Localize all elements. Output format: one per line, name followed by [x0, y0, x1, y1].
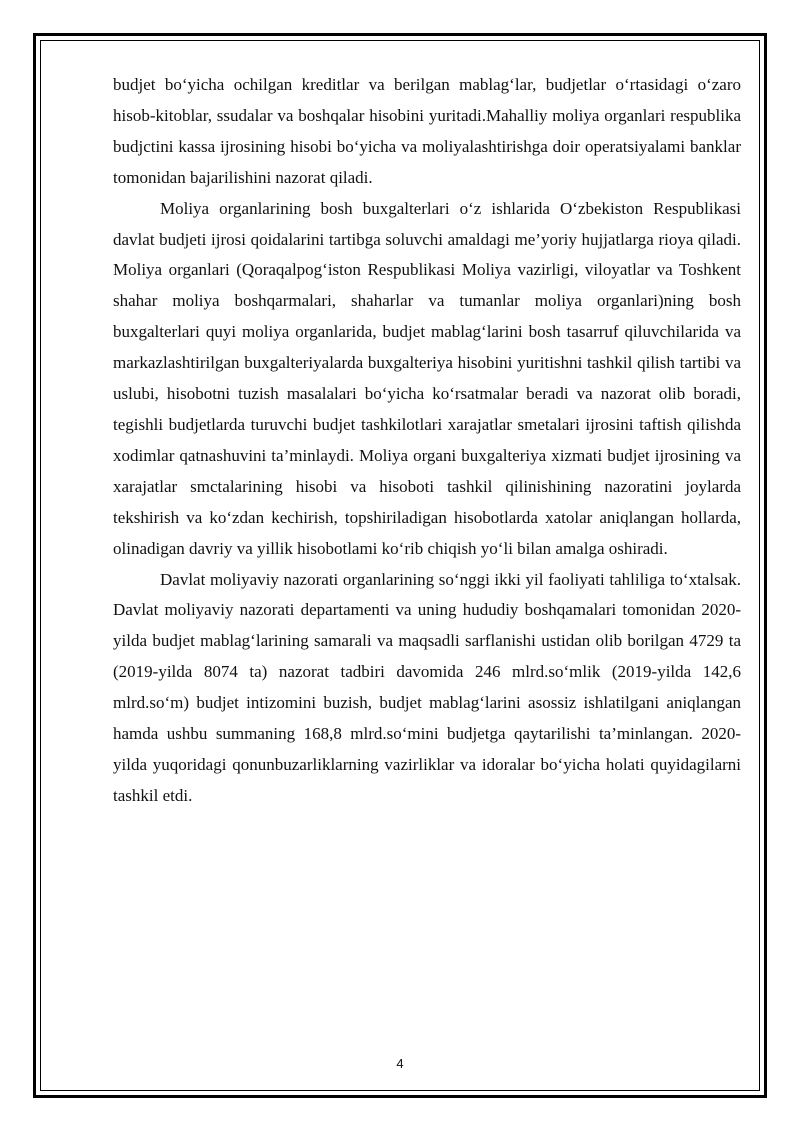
page-number: 4 — [396, 1056, 404, 1071]
paragraph-3: Davlat moliyaviy nazorati organlarining so‘nggi ikki yil faoliyati tahliliga to‘xtalsak. Davlat moliyaviy nazorati departamenti va uning hududiy boshqamalari tomonidan 2020- yilda budjet mablag‘larining samarali va maqsadli sarflanishi ustidan olib borilgan 4729 ta (2019-yilda 8074 ta) nazorat tadbiri davomida 246 mlrd.so‘mlik (2019-yilda 142,6 mlrd.so‘m) budjet intizomini buzish, budjet mablag‘larini asossiz ishlatilgani aniqlangan hamda ushbu summaning 168,8 mlrd.so‘mini budjetga qaytarilishi ta’minlangan. 2020- yilda yuqoridagi qonunbuzarliklarning vazirliklar va idoralar bo‘yicha holati quyidagilarni tashkil etdi. — [113, 569, 741, 805]
paragraph-2: Moliya organlarining bosh buxgalterlari o‘z ishlarida O‘zbekiston Respublikasi davlat budjeti ijrosi qoidalarini tartibga soluvchi amaldagi me’yoriy hujjatlarga rioya qiladi. Moliya organlari (Qoraqalpog‘iston Respublikasi Moliya vazirligi, viloyatlar va Toshkent shahar moliya boshqarmalari, shaharlar va tumanlar moliya organlari)ning bosh buxgalterlari quyi moliya organlarida, budjet mablag‘larini bosh tasarruf qiluvchilarida va markazlashtirilgan buxgalteriyalarda buxgalteriya hisobini yuritishni tashkil qilish tartibi va uslubi, hisobotni tuzish masalalari bo‘yicha ko‘rsatmalar beradi va nazorat olib boradi, tegishli budjetlarda turuvchi budjet tashkilotlari xarajatlar smetalari ijrosini taftish qilishda xodimlar qatnashuvini ta’minlaydi. Moliya organi buxgalteriya xizmati budjet ijrosining va xarajatlar smctalarining hisobi va hisoboti tashkil qilinishining nazoratini joylarda tekshirish va ko‘zdan kechirish, topshiriladigan hisobotlarda xatolar aniqlangan hollarda, olinadigan davriy va yillik hisobotlami ko‘rib chiqish yo‘li bilan amalga oshiradi. — [113, 198, 741, 558]
paragraph-1: budjet bo‘yicha ochilgan kreditlar va berilgan mablag‘lar, budjetlar o‘rtasidagi o‘zaro hisob-kitoblar, ssudalar va boshqalar hisobini yuritadi.Mahalliy moliya organlari respublika budjctini kassa ijrosining hisobi bo‘yicha va moliyalashtirishga doir operatsiyalami banklar tomonidan bajarilishini nazorat qiladi. — [113, 75, 741, 187]
document-body — [113, 70, 741, 812]
